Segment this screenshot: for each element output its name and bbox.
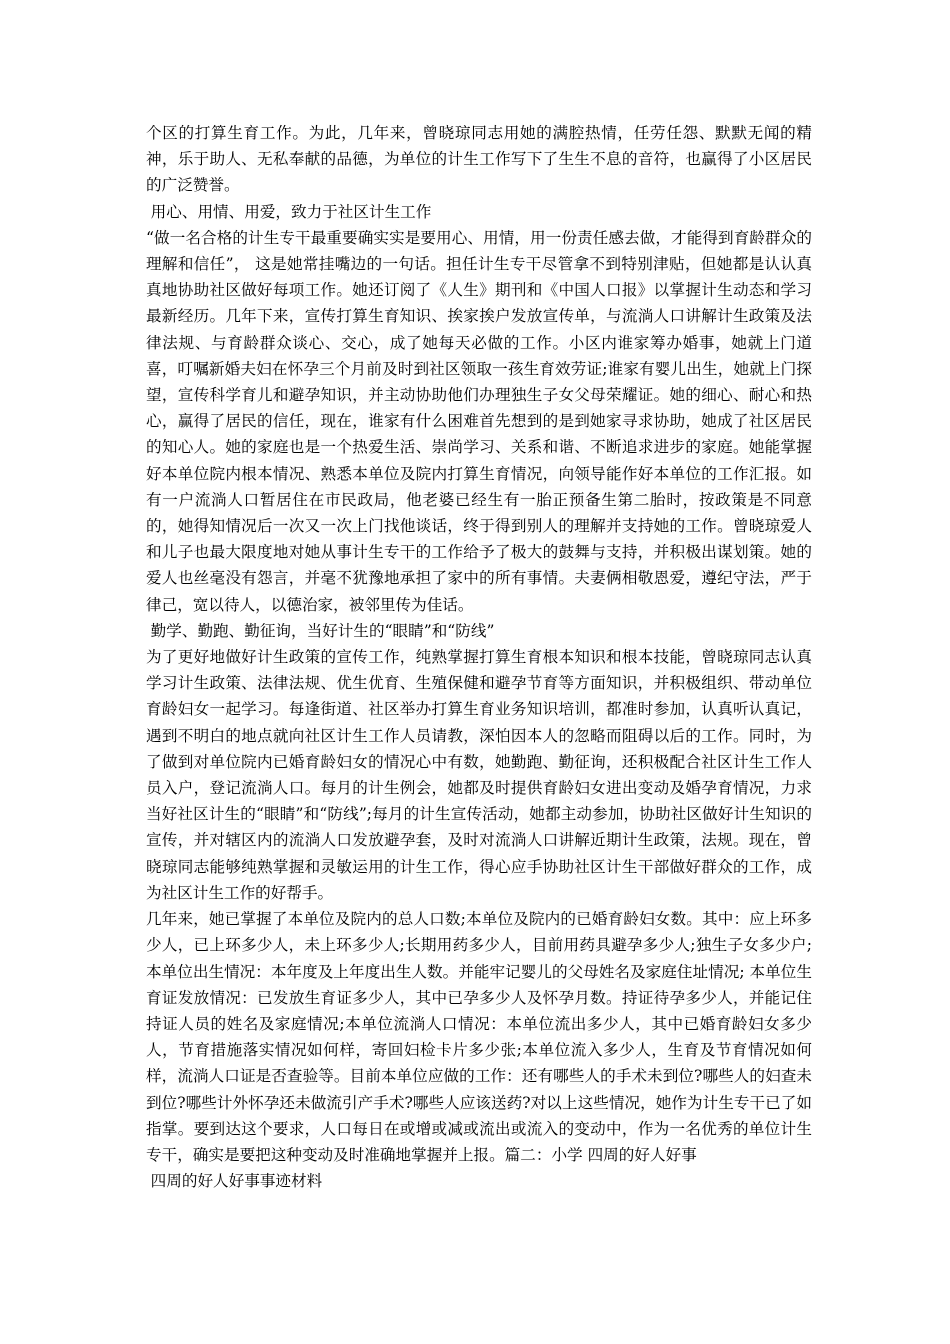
- body-paragraph-3: 为了更好地做好计生政策的宣传工作，纯熟掌握打算生育根本知识和根本技能，曾晓琼同志认真学习计生政策、法律法规、优生优育、生殖保健和避孕节育等方面知识，并积极组织、带动单位育龄妇女一起学习。每逢街道、社区举办打算生育业务知识培训，都准时参加，认真听认真记，遇到不明白的地点就向社区计生工作人员请教，深怕因本人的忽略而阻碍以后的工作。同时，为了做到对单位院内已婚育龄妇女的情况心中有数，她勤跑、勤征询，还积极配合社区计生工作人员入户，登记流淌人口。每月的计生例会，她都及时提供育龄妇女进出变动及婚孕育情况，力求当好社区计生的“眼睛”和“防线”;每月的计生宣传活动，她都主动参加，协助社区做好计生知识的宣传，并对辖区内的流淌人口发放避孕套，及时对流淌人口讲解近期计生政策，法规。现在，曾晓琼同志能够纯熟掌握和灵敏运用的计生工作，得心应手协助社区计生干部做好群众的工作，成为社区计生工作的好帮手。: [146, 648, 812, 902]
- body-paragraph-2: “做一名合格的计生专干最重要确实实是要用心、用情，用一份责任感去做，才能得到育龄群众的理解和信任”， 这是她常挂嘴边的一句话。担任计生专干尽管拿不到特别津贴，但她都是认认真真地协助社区做好每项工作。她还订阅了《人生》期刊和《中国人口报》以掌握计生动态和学习最新经历。几年下来，宣传打算生育知识、挨家挨户发放宣传单，与流淌人口讲解计生政策及法律法规、与育龄群众谈心、交心，成了她每天必做的工作。小区内谁家筹办婚事，她就上门道喜，叮嘱新婚夫妇在怀孕三个月前及时到社区领取一孩生育效劳证;谁家有婴儿出生，她就上门探望，宣传科学育儿和避孕知识，并主动协助他们办理独生子女父母荣耀证。她的细心、耐心和热心，赢得了居民的信任，现在，谁家有什么困难首先想到的是到她家寻求协助，她成了社区居民的知心人。她的家庭也是一个热爱生活、崇尚学习、关系和谐、不断追求进步的家庭。她能掌握好本单位院内根本情况、熟悉本单位及院内打算生育情况，向领导能作好本单位的工作汇报。如有一户流淌人口暂居住在市民政局，他老婆已经生有一胎正预备生第二胎时，按政策是不同意的，她得知情况后一次又一次上门找他谈话，终于得到别人的理解并支持她的工作。曾晓琼爱人和儿子也最大限度地对她从事计生专干的工作给予了极大的鼓舞与支持，并积极出谋划策。她的爱人也丝毫没有怨言，并毫不犹豫地承担了家中的所有事情。夫妻俩相敬恩爱，遵纪守法，严于律己，宽以待人，以德治家，被邻里传为佳话。: [146, 228, 812, 614]
- document-page: [146, 120, 812, 1194]
- body-paragraph-4: 几年来，她已掌握了本单位及院内的总人口数;本单位及院内的已婚育龄妇女数。其中：应上环多少人，已上环多少人，未上环多少人;长期用药多少人，目前用药具避孕多少人;独生子女多少户;本单位出生情况：本年度及上年度出生人数。并能牢记婴儿的父母姓名及家庭住址情况; 本单位生育证发放情况：已发放生育证多少人，其中已孕多少人及怀孕月数。持证待孕多少人，并能记住持证人员的姓名及家庭情况;本单位流淌人口情况：本单位流出多少人，其中已婚育龄妇女多少人，节育措施落实情况如何样，寄回妇检卡片多少张;本单位流入多少人，生育及节育情况如何样，流淌人口证是否查验等。目前本单位应做的工作：还有哪些人的手术未到位?哪些人的妇查未到位?哪些计外怀孕还未做流引产手术?哪些人应该送药?对以上这些情况，她作为计生专干已了如指掌。要到达这个要求，人口每日在或增或减或流出或流入的变动中，作为一名优秀的单位计生专干，确实是要把这种变动及时准确地掌握并上报。篇二：小学 四周的好人好事: [146, 910, 812, 1164]
- section-heading-1: 用心、用情、用爱，致力于社区计生工作: [150, 202, 432, 221]
- body-paragraph-1: 个区的打算生育工作。为此，几年来，曾晓琼同志用她的满腔热情，任劳任怨、默默无闻的精神，乐于助人、无私奉献的品德，为单位的计生工作写下了生生不息的音符，也赢得了小区居民的广泛赞誉。: [146, 124, 812, 195]
- section-heading-2: 勤学、勤跑、勤征询，当好计生的“眼睛”和“防线”: [150, 621, 495, 640]
- section-heading-3: 四周的好人好事事迹材料: [150, 1172, 323, 1191]
